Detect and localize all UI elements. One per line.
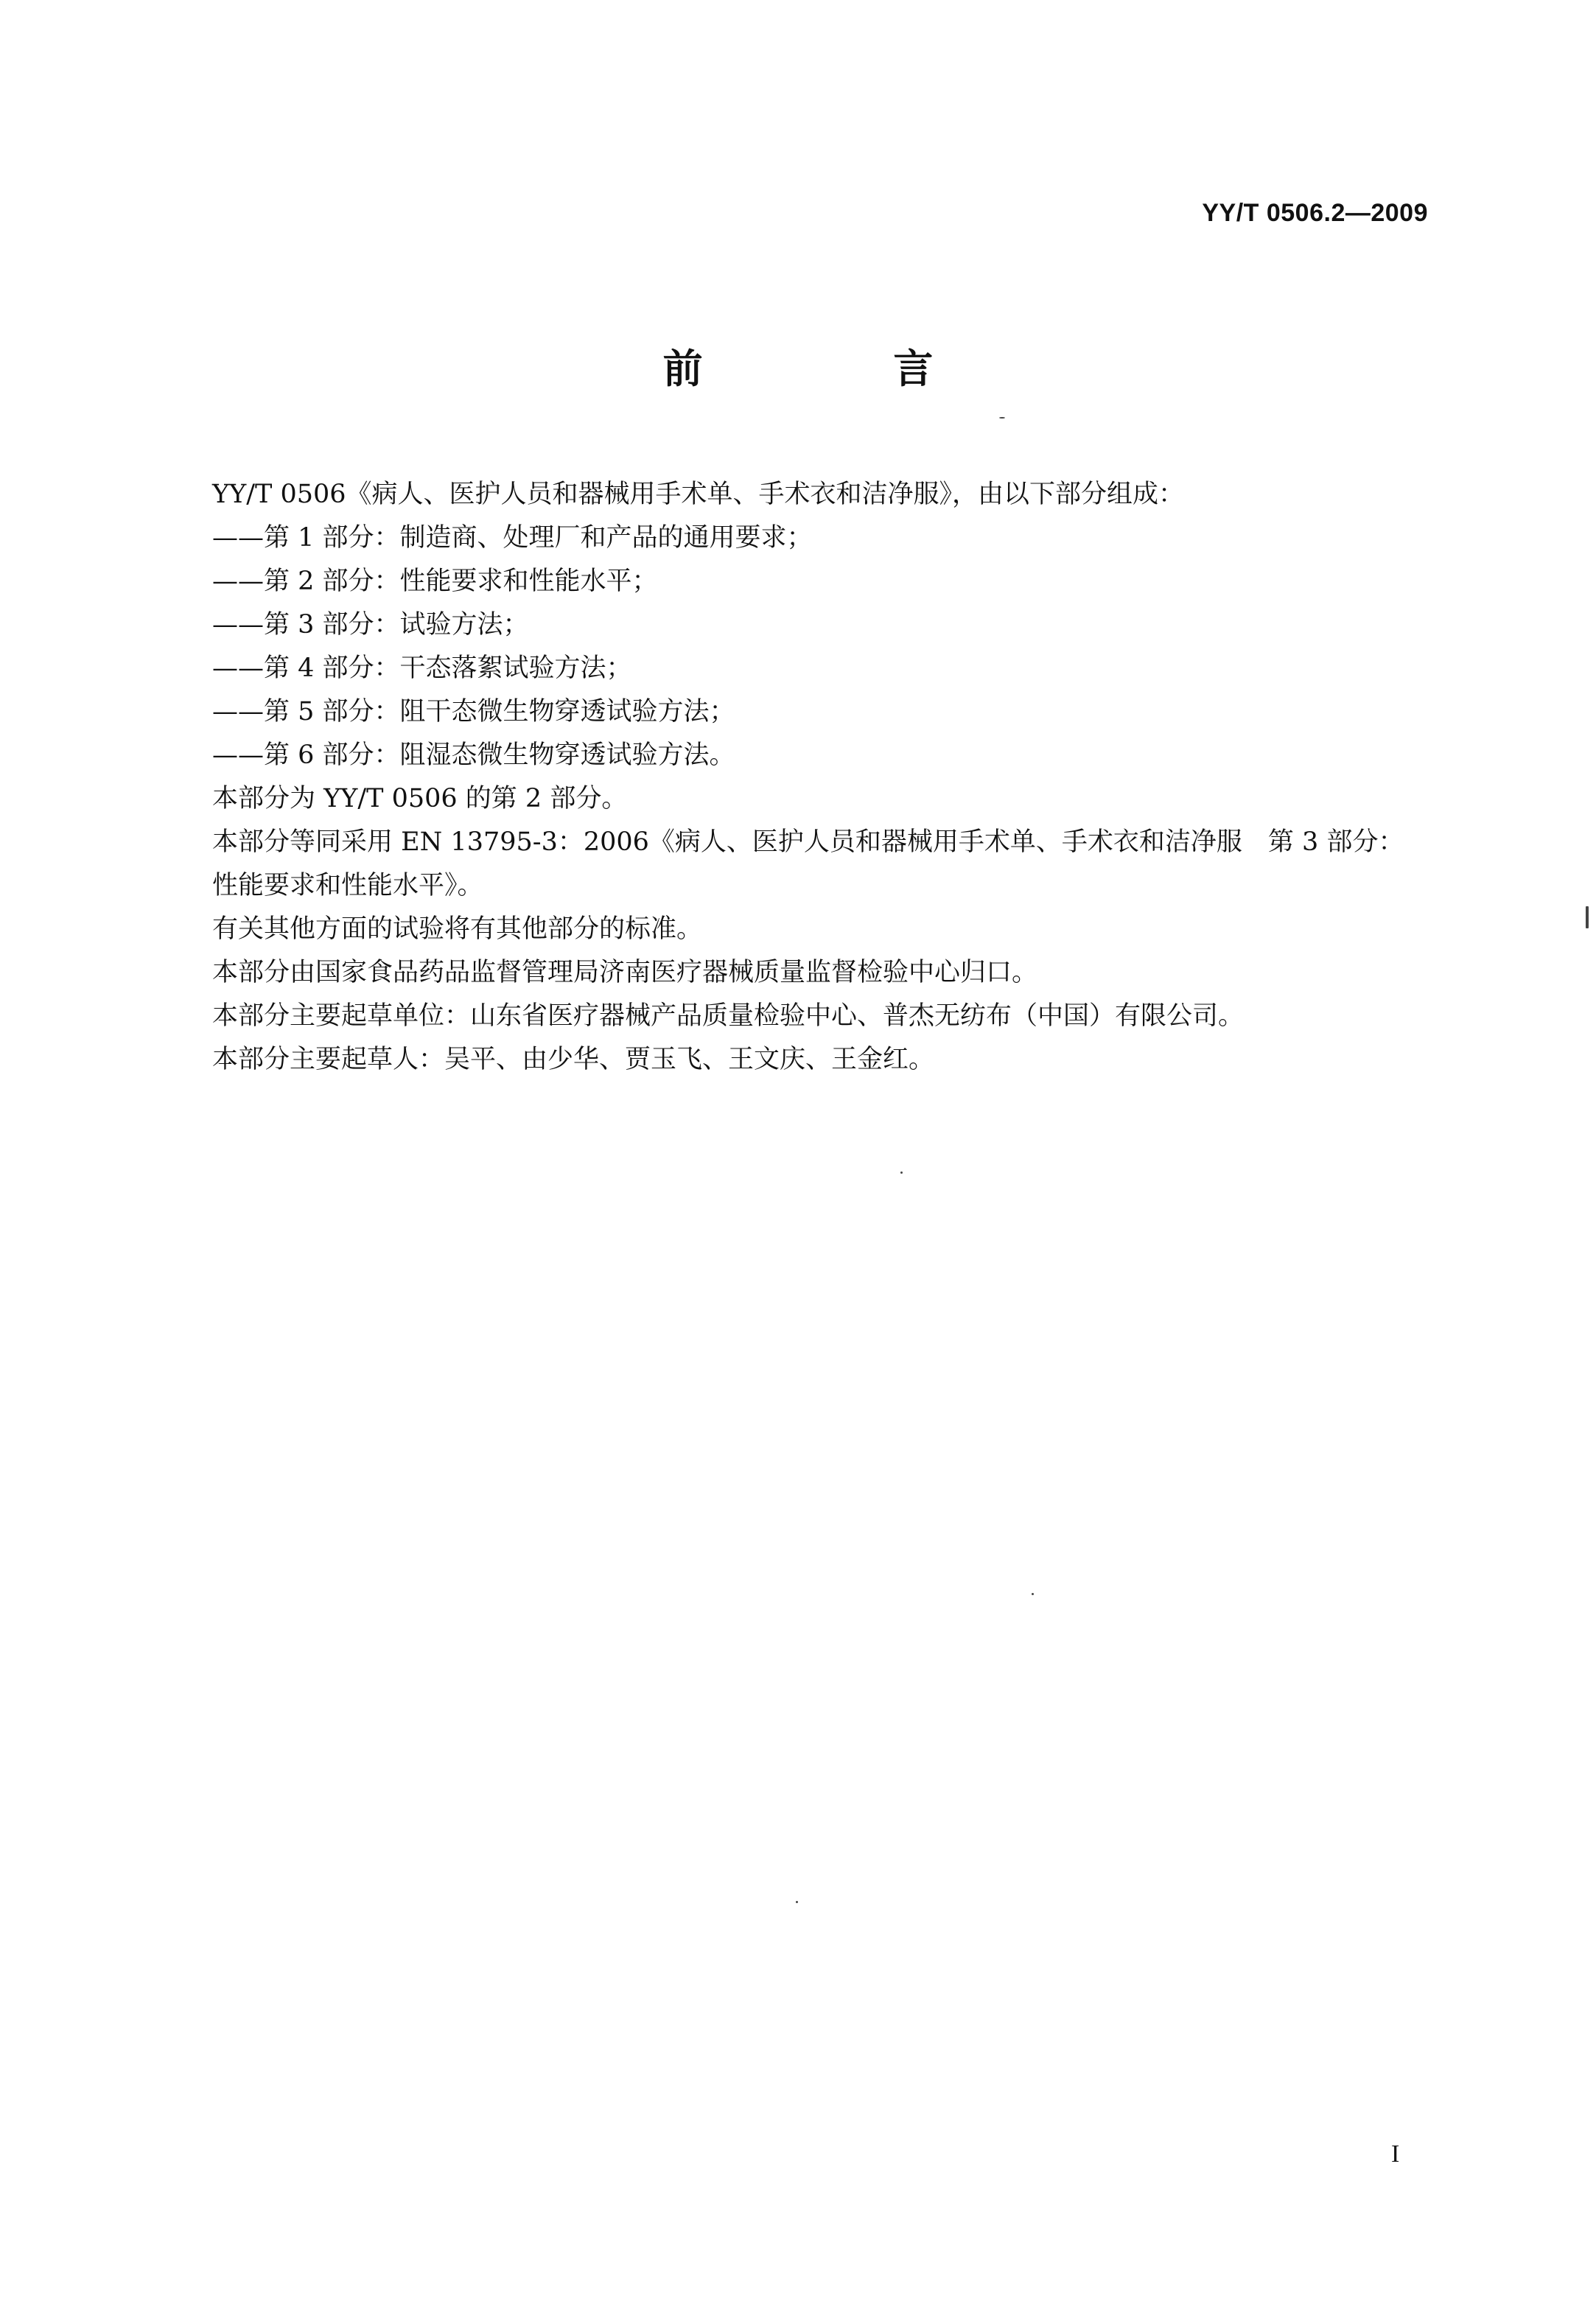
- list-item-part-6: ——第 6 部分：阻湿态微生物穿透试验方法。: [212, 740, 735, 770]
- paragraph-administration: 本部分由国家食品药品监督管理局济南医疗器械质量监督检验中心归口。: [212, 958, 1038, 987]
- scan-speck: [900, 1171, 903, 1174]
- page-title: 前 言: [662, 346, 1022, 392]
- standard-code: YY/T 0506.2—2009: [1202, 199, 1428, 227]
- paragraph-drafters: 本部分主要起草人：吴平、由少华、贾玉飞、王文庆、王金红。: [212, 1045, 935, 1074]
- page-number: I: [1391, 2140, 1400, 2168]
- paragraph-adoption: 本部分等同采用 EN 13795-3：2006《病人、医护人员和器械用手术单、手术衣和洁净服 第 3 部分：性能要求和性能水平》。: [212, 827, 1404, 900]
- list-item-part-5: ——第 5 部分：阻干态微生物穿透试验方法；: [212, 697, 735, 726]
- scan-speck: [999, 417, 1005, 418]
- list-item-part-1: ——第 1 部分：制造商、处理厂和产品的通用要求；: [212, 523, 813, 553]
- paragraph-drafting-units: 本部分主要起草单位：山东省医疗器械产品质量检验中心、普杰无纺布（中国）有限公司。: [212, 1001, 1245, 1031]
- scan-speck: [1032, 1593, 1034, 1595]
- list-item-part-4: ——第 4 部分：干态落絮试验方法；: [212, 654, 632, 683]
- paragraph-part-statement: 本部分为 YY/T 0506 的第 2 部分。: [212, 784, 628, 813]
- list-item-part-3: ——第 3 部分：试验方法；: [212, 610, 529, 640]
- document-body: [169, 473, 1429, 1082]
- paragraph-intro: YY/T 0506《病人、医护人员和器械用手术单、手术衣和洁净服》，由以下部分组成：: [212, 480, 1185, 509]
- scan-speck: [1586, 906, 1589, 928]
- scan-speck: [796, 1901, 798, 1903]
- list-item-part-2: ——第 2 部分：性能要求和性能水平；: [212, 567, 658, 596]
- paragraph-other-tests: 有关其他方面的试验将有其他部分的标准。: [212, 914, 703, 944]
